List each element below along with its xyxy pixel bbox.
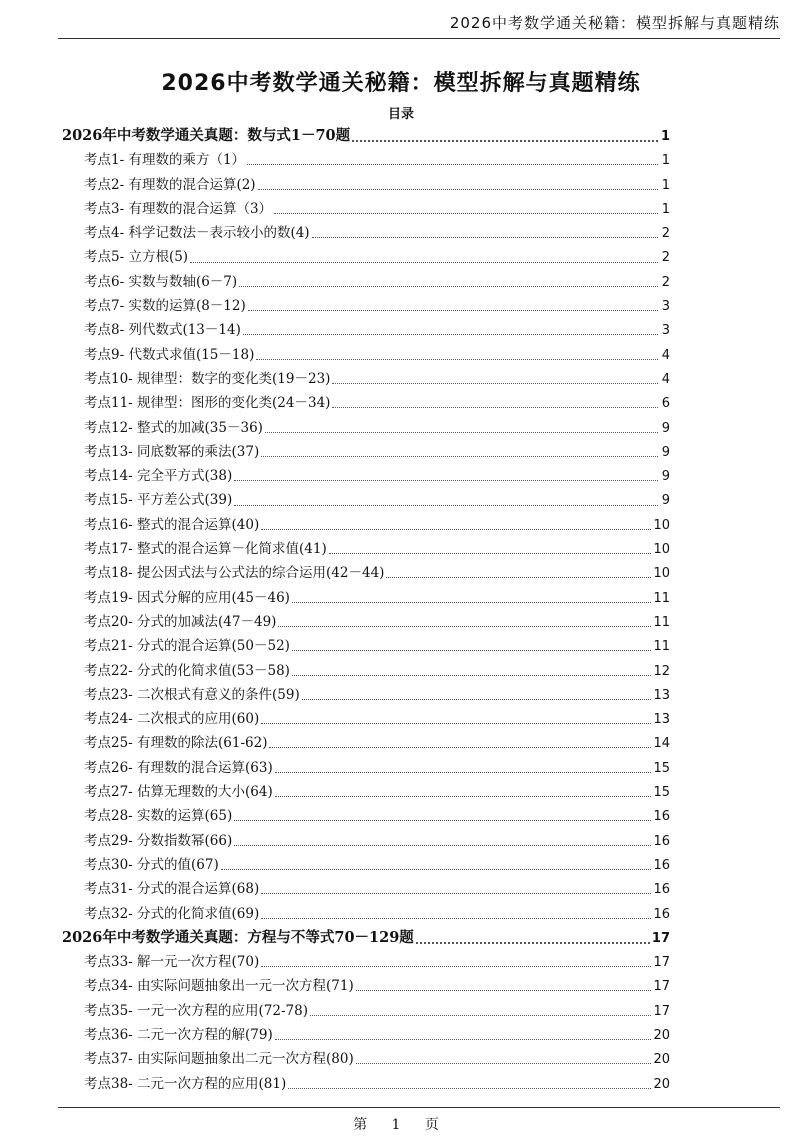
dot-leader [332, 372, 658, 384]
toc-entry-page: 20 [653, 1027, 670, 1043]
dot-leader [261, 882, 651, 894]
toc-entry-title: 考点8- 列代数式(13－14) [84, 322, 241, 339]
toc-entry[interactable] [62, 416, 670, 440]
toc-entry-page: 1 [660, 129, 670, 144]
dot-leader [234, 834, 651, 846]
toc-entry[interactable] [62, 707, 670, 731]
dot-leader [234, 810, 651, 822]
toc-entry[interactable] [62, 1023, 670, 1047]
toc-entry[interactable] [62, 318, 670, 342]
dot-leader [292, 639, 652, 651]
toc-entry-page: 11 [653, 590, 670, 606]
toc-entry-title: 考点35- 一元一次方程的应用(72-78) [84, 1002, 308, 1019]
toc-entry-title: 考点33- 解一元一次方程(70) [84, 954, 260, 971]
toc-entry[interactable] [62, 367, 670, 391]
toc-entry[interactable] [62, 513, 670, 537]
toc-entry[interactable] [62, 270, 670, 294]
toc-entry[interactable] [62, 537, 670, 561]
toc-entry-page: 4 [661, 347, 670, 363]
document-title: 2026中考数学通关秘籍：模型拆解与真题精练 [161, 71, 641, 96]
toc-entry-title: 考点27- 估算无理数的大小(64) [84, 784, 273, 801]
toc-entry-title: 考点22- 分式的化简求值(53－58) [84, 662, 290, 679]
toc-entry-page: 13 [653, 687, 670, 703]
toc-entry[interactable] [62, 440, 670, 464]
dot-leader [310, 1004, 651, 1016]
toc-entry-title: 考点32- 分式的化简求值(69) [84, 905, 260, 922]
toc-entry[interactable] [62, 1047, 670, 1071]
toc-entry-page: 9 [661, 469, 670, 485]
toc-entry-page: 2 [661, 250, 670, 266]
toc-entry[interactable] [62, 974, 670, 998]
toc-entry-page: 17 [651, 930, 670, 946]
toc-entry[interactable] [62, 950, 670, 974]
toc-entry[interactable] [62, 902, 670, 926]
toc-entry-title: 考点30- 分式的值(67) [84, 856, 219, 873]
toc-entry-title: 考点36- 二元一次方程的解(79) [84, 1026, 273, 1043]
toc-entry-title: 考点15- 平方差公式(39) [84, 492, 233, 509]
toc-entry-page: 11 [653, 639, 670, 655]
toc-entry-page: 10 [653, 566, 670, 582]
dot-leader [247, 154, 658, 166]
dot-leader [243, 324, 658, 336]
toc-entry-page: 1 [661, 201, 670, 217]
toc-entry-page: 15 [653, 760, 670, 776]
toc-entry[interactable] [62, 173, 670, 197]
dot-leader [416, 930, 650, 944]
toc-entry-title: 考点14- 完全平方式(38) [84, 468, 233, 485]
toc-entry-title: 考点5- 立方根(5) [84, 249, 189, 266]
toc-entry[interactable] [62, 683, 670, 707]
toc-entry-title: 考点6- 实数与数轴(6－7) [84, 273, 238, 290]
toc-entry[interactable] [62, 148, 670, 172]
toc-entry-page: 15 [653, 785, 670, 801]
toc-entry-page: 3 [661, 323, 670, 339]
dot-leader [292, 591, 652, 603]
toc-entry-page: 10 [653, 517, 670, 533]
toc-entry-title: 考点28- 实数的运算(65) [84, 808, 233, 825]
toc-entry-page: 20 [653, 1076, 670, 1092]
toc-entry[interactable] [62, 659, 670, 683]
dot-leader [190, 251, 658, 263]
toc-entry-title: 考点13- 同底数幂的乘法(37) [84, 443, 260, 460]
toc-entry-page: 13 [653, 712, 670, 728]
toc-entry-title: 考点37- 由实际问题抽象出二元一次方程(80) [84, 1051, 354, 1068]
dot-leader [256, 348, 658, 360]
toc-entry-title: 考点12- 整式的加减(35－36) [84, 419, 263, 436]
toc-entry[interactable] [62, 829, 670, 853]
toc-entry-title: 考点26- 有理数的混合运算(63) [84, 759, 273, 776]
toc-entry[interactable] [62, 731, 670, 755]
dot-leader [275, 761, 652, 773]
toc-entry-page: 10 [653, 542, 670, 558]
toc-entry-page: 14 [653, 736, 670, 752]
toc-entry-page: 17 [653, 979, 670, 995]
dot-leader [261, 955, 651, 967]
toc-entry[interactable] [62, 391, 670, 415]
toc-entry-page: 2 [661, 274, 670, 290]
dot-leader [261, 518, 651, 530]
toc-entry[interactable] [62, 221, 670, 245]
dot-leader [261, 907, 651, 919]
toc-entry-title: 考点20- 分式的加减法(47－49) [84, 613, 277, 630]
toc-entry-title: 考点34- 由实际问题抽象出一元一次方程(71) [84, 978, 354, 995]
toc-entry-page: 1 [661, 153, 670, 169]
toc-entry[interactable] [62, 780, 670, 804]
dot-leader [386, 567, 651, 579]
toc-entry-page: 6 [661, 396, 670, 412]
toc-entry-title: 考点11- 规律型：图形的变化类(24－34) [84, 395, 331, 412]
dot-leader [275, 1028, 652, 1040]
toc-entry[interactable] [62, 464, 670, 488]
dot-leader [248, 299, 658, 311]
toc-entry-title: 考点23- 二次根式有意义的条件(59) [84, 686, 300, 703]
toc-entry-title: 2026年中考数学通关真题：方程与不等式70－129题 [62, 928, 414, 946]
toc-entry-title: 考点38- 二元一次方程的应用(81) [84, 1075, 287, 1092]
toc-entry-page: 4 [661, 371, 670, 387]
toc-entry-title: 考点25- 有理数的除法(61-62) [84, 735, 268, 752]
dot-leader [278, 615, 651, 627]
toc-entry-title: 考点18- 提公因式法与公式法的综合运用(42－44) [84, 565, 385, 582]
toc-entry-title: 考点4- 科学记数法－表示较小的数(4) [84, 225, 310, 242]
toc-entry-page: 12 [653, 663, 670, 679]
dot-leader [292, 664, 652, 676]
toc-entry[interactable] [62, 561, 670, 585]
toc-entry-title: 考点2- 有理数的混合运算(2) [84, 176, 256, 193]
dot-leader [275, 785, 652, 797]
toc-entry[interactable] [62, 197, 670, 221]
toc-entry-title: 考点3- 有理数的混合运算（3） [84, 200, 273, 217]
toc-entry-title: 考点16- 整式的混合运算(40) [84, 516, 260, 533]
toc-entry-page: 20 [653, 1052, 670, 1068]
toc-entry-title: 考点1- 有理数的乘方（1） [84, 152, 246, 169]
toc-entry-title: 考点19- 因式分解的应用(45－46) [84, 589, 290, 606]
toc-entry[interactable] [62, 586, 670, 610]
page-number: 第 1 页 [353, 1117, 449, 1133]
toc-entry-page: 17 [653, 955, 670, 971]
toc-entry[interactable] [62, 343, 670, 367]
toc-entry-page: 16 [653, 882, 670, 898]
toc-entry-page: 1 [661, 177, 670, 193]
toc-entry-page: 9 [661, 420, 670, 436]
toc-entry-title: 考点29- 分数指数幂(66) [84, 832, 233, 849]
dot-leader [288, 1077, 651, 1089]
toc-entry-page: 16 [653, 809, 670, 825]
dot-leader [234, 494, 658, 506]
dot-leader [352, 128, 658, 142]
toc-entry-page: 9 [661, 444, 670, 460]
toc-entry[interactable] [62, 488, 670, 512]
toc-entry-title: 考点17- 整式的混合运算－化简求值(41) [84, 541, 327, 558]
dot-leader [265, 421, 658, 433]
dot-leader [332, 397, 658, 409]
toc-entry-title: 考点10- 规律型：数字的变化类(19－23) [84, 370, 331, 387]
toc-entry-page: 9 [661, 493, 670, 509]
toc-entry-page: 2 [661, 226, 670, 242]
toc-entry[interactable] [62, 853, 670, 877]
toc-entry[interactable] [62, 610, 670, 634]
toc-entry[interactable] [62, 634, 670, 658]
toc-entry-page: 16 [653, 833, 670, 849]
dot-leader [261, 712, 651, 724]
toc-section-entry[interactable] [62, 926, 670, 950]
toc-entry-title: 考点31- 分式的混合运算(68) [84, 881, 260, 898]
toc-entry-title: 考点21- 分式的混合运算(50－52) [84, 638, 290, 655]
dot-leader [269, 737, 651, 749]
header-divider [58, 38, 780, 39]
toc-entry-title: 考点7- 实数的运算(8－12) [84, 298, 246, 315]
toc-entry[interactable] [62, 1072, 670, 1096]
dot-leader [234, 469, 658, 481]
dot-leader [261, 445, 658, 457]
toc-entry[interactable] [62, 999, 670, 1023]
dot-leader [274, 202, 658, 214]
dot-leader [356, 1053, 652, 1065]
footer-divider [58, 1107, 780, 1108]
dot-leader [329, 542, 652, 554]
toc-entry[interactable] [62, 245, 670, 269]
toc-entry-page: 11 [653, 614, 670, 630]
toc-entry-page: 16 [653, 857, 670, 873]
toc-entry-page: 17 [653, 1003, 670, 1019]
toc-entry[interactable] [62, 294, 670, 318]
running-header: 2026中考数学通关秘籍：模型拆解与真题精练 [449, 14, 780, 32]
dot-leader [258, 178, 658, 190]
toc-entry[interactable] [62, 756, 670, 780]
dot-leader [312, 226, 658, 238]
toc-heading: 目录 [387, 107, 414, 122]
toc-entry-title: 考点9- 代数式求值(15－18) [84, 346, 255, 363]
toc-entry-page: 16 [653, 906, 670, 922]
dot-leader [239, 275, 658, 287]
dot-leader [221, 858, 652, 870]
toc-entry-page: 3 [661, 299, 670, 315]
toc-entry-title: 2026年中考数学通关真题：数与式1－70题 [62, 127, 351, 144]
dot-leader [356, 980, 652, 992]
table-of-contents [62, 124, 670, 1096]
toc-section-entry[interactable] [62, 124, 670, 148]
dot-leader [302, 688, 652, 700]
toc-entry-title: 考点24- 二次根式的应用(60) [84, 711, 260, 728]
toc-entry[interactable] [62, 877, 670, 901]
toc-entry[interactable] [62, 804, 670, 828]
